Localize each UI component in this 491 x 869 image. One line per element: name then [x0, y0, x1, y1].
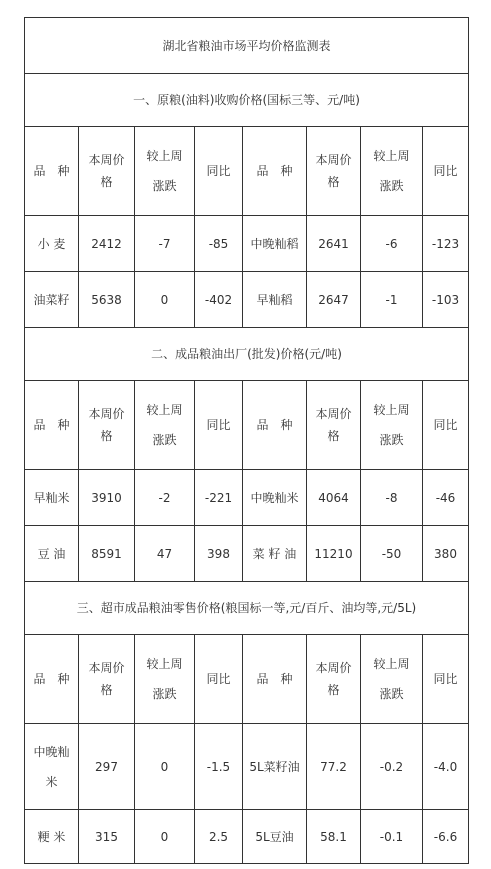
header-yoy: 同比 [423, 127, 469, 216]
header-change: 较上周 涨跌 [135, 381, 195, 470]
yoy-cell: 380 [423, 526, 469, 582]
header-price: 本周价 格 [307, 635, 361, 724]
yoy-cell: -4.0 [423, 724, 469, 810]
change-cell: -2 [135, 470, 195, 526]
table-row [25, 216, 469, 272]
change-cell: -8 [361, 470, 423, 526]
variety-name: 5L豆油 [243, 810, 307, 864]
variety-name: 油菜籽 [25, 272, 79, 328]
variety-name: 菜 籽 油 [243, 526, 307, 582]
price-cell: 297 [79, 724, 135, 810]
variety-name: 中晚籼米 [243, 470, 307, 526]
change-cell: -7 [135, 216, 195, 272]
table-title: 湖北省粮油市场平均价格监测表 [25, 18, 469, 74]
header-yoy: 同比 [195, 381, 243, 470]
yoy-cell: 2.5 [195, 810, 243, 864]
header-variety: 品 种 [243, 127, 307, 216]
yoy-cell: -46 [423, 470, 469, 526]
change-cell: -0.1 [361, 810, 423, 864]
section-title: 二、成品粮油出厂(批发)价格(元/吨) [25, 328, 469, 381]
variety-name: 中晚籼稻 [243, 216, 307, 272]
header-yoy: 同比 [423, 381, 469, 470]
header-price: 本周价 格 [79, 635, 135, 724]
header-row [25, 381, 469, 470]
header-variety: 品 种 [25, 635, 79, 724]
yoy-cell: -402 [195, 272, 243, 328]
change-cell: 0 [135, 724, 195, 810]
yoy-cell: -123 [423, 216, 469, 272]
variety-name: 5L菜籽油 [243, 724, 307, 810]
table-row [25, 526, 469, 582]
header-yoy: 同比 [195, 127, 243, 216]
change-cell: -50 [361, 526, 423, 582]
yoy-cell: 398 [195, 526, 243, 582]
change-cell: 47 [135, 526, 195, 582]
price-cell: 5638 [79, 272, 135, 328]
header-variety: 品 种 [25, 127, 79, 216]
variety-name: 粳 米 [25, 810, 79, 864]
price-cell: 2412 [79, 216, 135, 272]
variety-name: 小 麦 [25, 216, 79, 272]
section-title: 三、超市成品粮油零售价格(粮国标一等,元/百斤、油均等,元/5L) [25, 582, 469, 635]
header-variety: 品 种 [243, 635, 307, 724]
price-cell: 2647 [307, 272, 361, 328]
price-monitoring-table [24, 17, 469, 864]
change-cell: 0 [135, 810, 195, 864]
change-cell: -6 [361, 216, 423, 272]
variety-name: 早籼稻 [243, 272, 307, 328]
header-change: 较上周 涨跌 [361, 127, 423, 216]
variety-name: 中晚籼 米 [25, 724, 79, 810]
header-row [25, 127, 469, 216]
yoy-cell: -6.6 [423, 810, 469, 864]
change-cell: -0.2 [361, 724, 423, 810]
price-cell: 2641 [307, 216, 361, 272]
header-variety: 品 种 [243, 381, 307, 470]
section-title: 一、原粮(油料)收购价格(国标三等、元/吨) [25, 74, 469, 127]
table-row [25, 272, 469, 328]
header-price: 本周价 格 [79, 381, 135, 470]
table-row [25, 470, 469, 526]
header-row [25, 635, 469, 724]
header-yoy: 同比 [423, 635, 469, 724]
yoy-cell: -85 [195, 216, 243, 272]
header-change: 较上周 涨跌 [361, 635, 423, 724]
header-change: 较上周 涨跌 [135, 127, 195, 216]
change-cell: 0 [135, 272, 195, 328]
yoy-cell: -221 [195, 470, 243, 526]
header-variety: 品 种 [25, 381, 79, 470]
price-cell: 4064 [307, 470, 361, 526]
price-cell: 11210 [307, 526, 361, 582]
change-cell: -1 [361, 272, 423, 328]
header-price: 本周价 格 [307, 381, 361, 470]
variety-name: 早籼米 [25, 470, 79, 526]
header-yoy: 同比 [195, 635, 243, 724]
header-change: 较上周 涨跌 [135, 635, 195, 724]
header-price: 本周价 格 [79, 127, 135, 216]
table-row [25, 810, 469, 864]
variety-name: 豆 油 [25, 526, 79, 582]
header-price: 本周价 格 [307, 127, 361, 216]
price-cell: 3910 [79, 470, 135, 526]
yoy-cell: -103 [423, 272, 469, 328]
price-cell: 58.1 [307, 810, 361, 864]
price-cell: 8591 [79, 526, 135, 582]
table-row [25, 724, 469, 810]
price-cell: 77.2 [307, 724, 361, 810]
price-cell: 315 [79, 810, 135, 864]
header-change: 较上周 涨跌 [361, 381, 423, 470]
yoy-cell: -1.5 [195, 724, 243, 810]
